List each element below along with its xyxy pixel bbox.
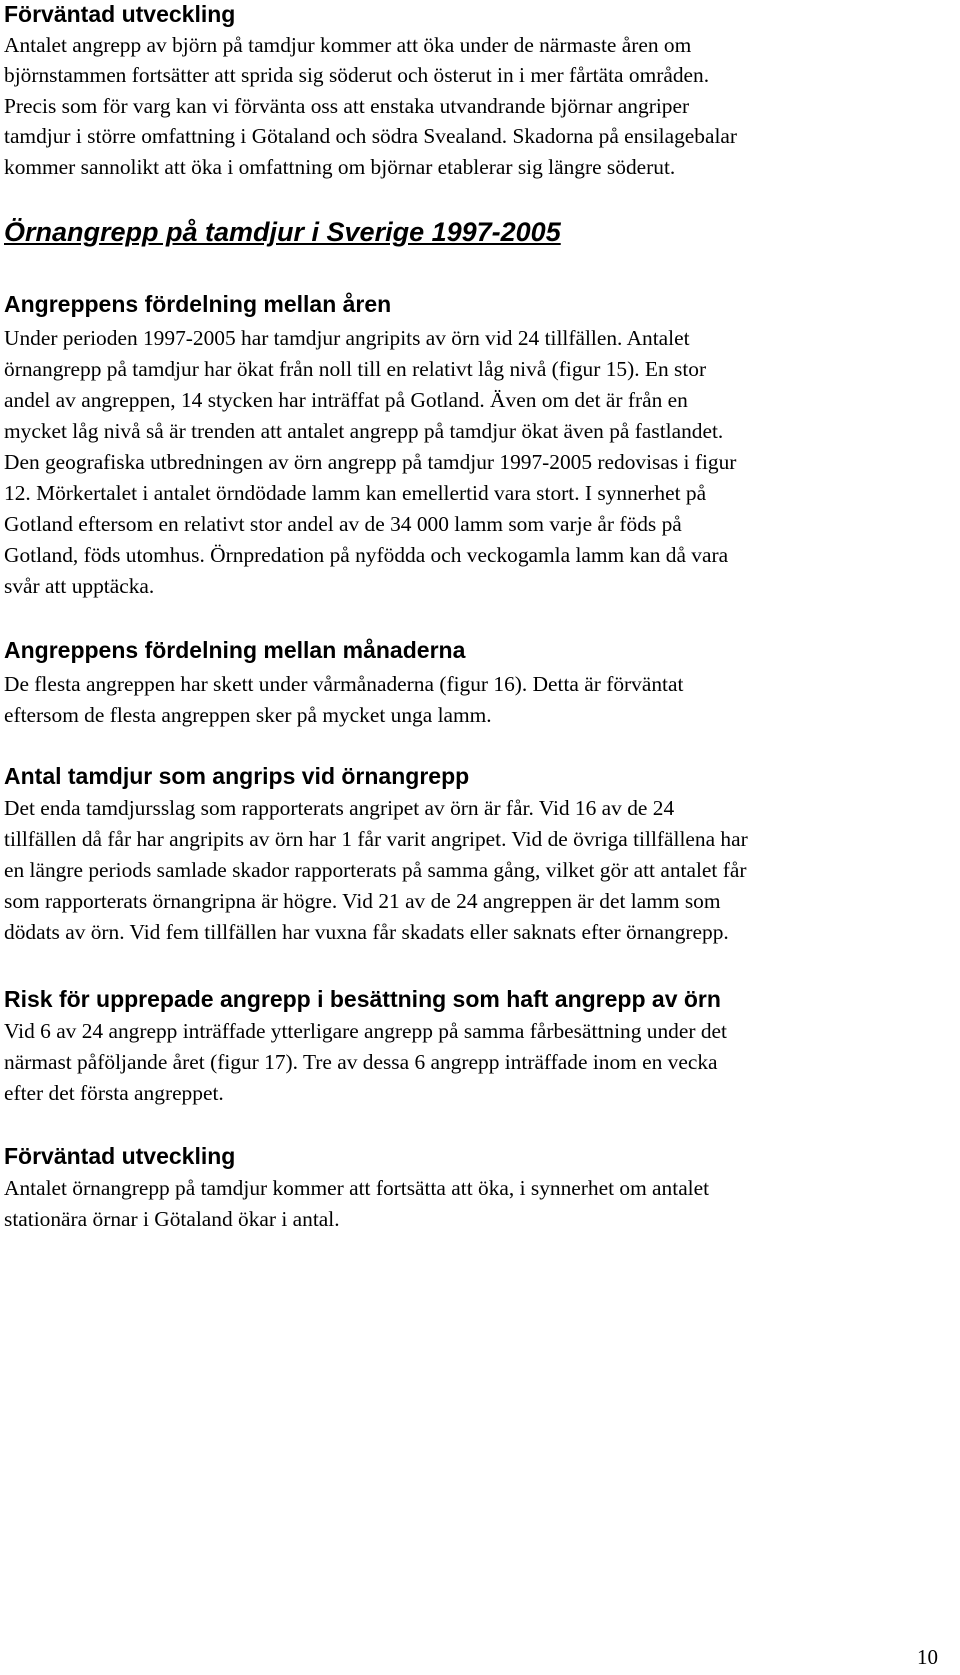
text-line: Gotland eftersom en relativt stor andel av de 34 000 lamm som varje år föds på [4, 512, 682, 536]
subsection-heading: Antal tamdjur som angrips vid örnangrepp [4, 763, 470, 789]
subsection-heading: Angreppens fördelning mellan åren [4, 291, 392, 317]
text-line: eftersom de flesta angreppen sker på mycket unga lamm. [4, 703, 492, 727]
text-line: kommer sannolikt att öka i omfattning om björnar etablerar sig längre söderut. [4, 154, 676, 179]
chapter-title: Örnangrepp på tamdjur i Sverige 1997-2005 [4, 217, 561, 247]
section-paragraph [4, 30, 944, 182]
section-heading: Förväntad utveckling [4, 1, 236, 27]
text-line: svår att upptäcka. [4, 574, 155, 598]
subsection-paragraph [4, 1016, 944, 1109]
text-line: tamdjur i större omfattning i Götaland och södra Svealand. Skadorna på ensilagebalar [4, 124, 738, 149]
subsection-heading: Risk för upprepade angrepp i besättning som haft angrepp av örn [4, 986, 721, 1012]
text-line: som rapporterats örnangripna är högre. Vid 21 av de 24 angreppen är det lamm som [4, 889, 721, 913]
text-line: Den geografiska utbredningen av örn angrepp på tamdjur 1997-2005 redovisas i figur [4, 450, 737, 474]
text-line: Antalet angrepp av björn på tamdjur kommer att öka under de närmaste åren om [4, 33, 692, 57]
text-line: andel av angreppen, 14 stycken har inträffat på Gotland. Även om det är från en [4, 388, 688, 412]
text-line: Vid 6 av 24 angrepp inträffade ytterligare angrepp på samma fårbesättning under det [4, 1019, 727, 1043]
text-line: Gotland, föds utomhus. Örnpredation på nyfödda och veckogamla lamm kan då vara [4, 543, 729, 567]
subsection-paragraph [4, 793, 944, 948]
text-line: Antalet örnangrepp på tamdjur kommer att fortsätta att öka, i synnerhet om antalet [4, 1176, 710, 1200]
text-line: stationära örnar i Götaland ökar i antal. [4, 1207, 340, 1231]
subsection-heading: Angreppens fördelning mellan månaderna [4, 637, 466, 663]
subsection-paragraph [4, 323, 944, 602]
text-line: efter det första angreppet. [4, 1081, 224, 1105]
text-line: 12. Mörkertalet i antalet örndödade lamm kan emellertid vara stort. I synnerhet på [4, 481, 707, 505]
text-line: De flesta angreppen har skett under vårmånaderna (figur 16). Detta är förväntat [4, 672, 684, 696]
text-line: tillfällen då får har angripits av örn har 1 får varit angripet. Vid de övriga tillfällena har [4, 827, 748, 851]
text-line: Det enda tamdjursslag som rapporterats angripet av örn är får. Vid 16 av de 24 [4, 796, 675, 820]
text-line: björnstammen fortsätter att sprida sig söderut och österut in i mer fårtäta områden. [4, 63, 710, 88]
text-line: mycket låg nivå så är trenden att antalet angrepp på tamdjur ökat även på fastlandet. [4, 419, 724, 443]
subsection-paragraph [4, 669, 944, 731]
text-line: närmast påföljande året (figur 17). Tre av dessa 6 angrepp inträffade inom en vecka [4, 1050, 718, 1074]
subsection-paragraph [4, 1173, 944, 1235]
text-line: örnangrepp på tamdjur har ökat från noll till en relativt låg nivå (figur 15). En stor [4, 357, 707, 381]
page-number: 10 [917, 1645, 938, 1669]
text-line: Under perioden 1997-2005 har tamdjur angripits av örn vid 24 tillfällen. Antalet [4, 326, 690, 350]
text-line: en längre periods samlade skador rapporterats på samma gång, vilket gör att antalet får [4, 858, 747, 882]
text-line: Precis som för varg kan vi förvänta oss att enstaka utvandrande björnar angriper [4, 93, 690, 118]
text-line: dödats av örn. Vid fem tillfällen har vuxna får skadats eller saknats efter örnangrepp. [4, 920, 729, 944]
subsection-heading: Förväntad utveckling [4, 1143, 236, 1169]
